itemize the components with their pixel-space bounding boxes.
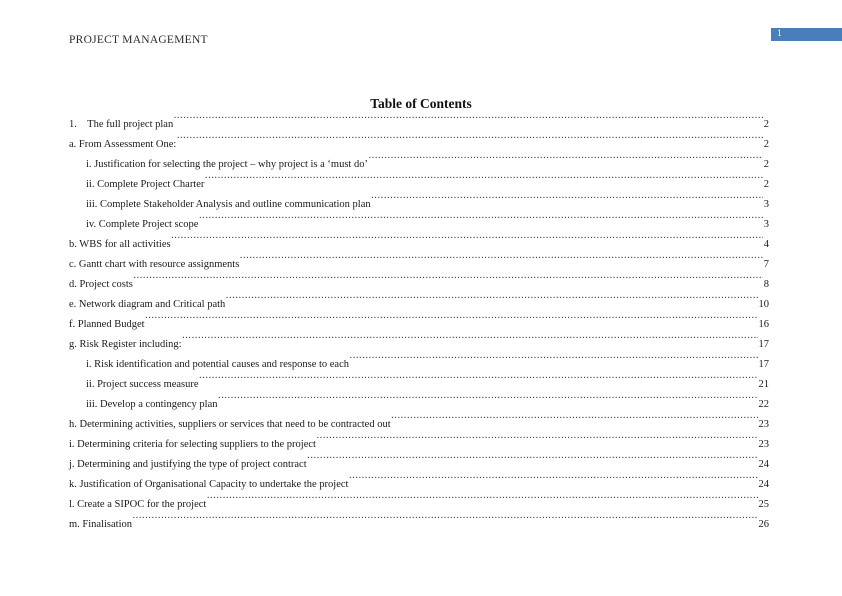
header-title: PROJECT MANAGEMENT [69, 34, 208, 46]
toc-entry-page-number: 24 [758, 459, 769, 470]
toc-entry-page-number: 3 [763, 219, 769, 230]
toc-leader-dots [145, 315, 758, 327]
toc-entry[interactable] [69, 435, 769, 455]
toc-entry-label: ii. Project success measure [86, 379, 199, 390]
toc-entry-label: i. Risk identification and potential causes and response to each [86, 359, 350, 370]
toc-entry-label: g. Risk Register including: [69, 339, 182, 350]
toc-entry-page-number: 17 [758, 339, 769, 350]
toc-entry-page-number: 3 [763, 199, 769, 210]
toc-leader-dots [240, 255, 763, 267]
toc-entry[interactable] [69, 115, 769, 135]
toc-entry-label: i. Determining criteria for selecting suppliers to the project [69, 439, 316, 450]
toc-leader-dots [133, 515, 759, 527]
toc-entry-page-number: 21 [758, 379, 769, 390]
toc-entry[interactable] [69, 475, 769, 495]
toc-entry-label: iv. Complete Project scope [86, 219, 199, 230]
toc-entry[interactable] [69, 315, 769, 335]
page-number-badge [771, 28, 842, 41]
toc-entry-page-number: 23 [758, 439, 769, 450]
toc-entry-label: l. Create a SIPOC for the project [69, 499, 207, 510]
toc-entry-label: 1. The full project plan [69, 119, 174, 130]
toc-leader-dots [371, 195, 763, 207]
toc-entry[interactable] [69, 215, 769, 235]
toc-entry[interactable] [69, 195, 769, 215]
toc-entry-page-number: 2 [763, 159, 769, 170]
toc-entry[interactable] [69, 515, 769, 535]
toc-entry-page-number: 22 [758, 399, 769, 410]
toc-entry-label: i. Justification for selecting the project – why project is a ‘must do’ [86, 159, 368, 170]
toc-entry-label: d. Project costs [69, 279, 133, 290]
toc-entry-page-number: 8 [763, 279, 769, 290]
toc-entry-page-number: 2 [763, 119, 769, 130]
toc-entry-label: e. Network diagram and Critical path [69, 299, 226, 310]
toc-leader-dots [207, 495, 758, 507]
toc-entry[interactable] [69, 135, 769, 155]
toc-entry[interactable] [69, 495, 769, 515]
toc-entry-label: b. WBS for all activities [69, 239, 171, 250]
toc-entry-label: h. Determining activities, suppliers or services that need to be contracted out [69, 419, 391, 430]
toc-entry-page-number: 23 [758, 419, 769, 430]
toc-entry[interactable] [69, 455, 769, 475]
toc-entry-label: j. Determining and justifying the type of project contract [69, 459, 307, 470]
toc-entry-page-number: 16 [758, 319, 769, 330]
table-of-contents [69, 115, 769, 535]
toc-leader-dots [391, 415, 758, 427]
toc-entry[interactable] [69, 295, 769, 315]
toc-entry[interactable] [69, 175, 769, 195]
toc-entry-page-number: 10 [758, 299, 769, 310]
toc-leader-dots [218, 395, 758, 407]
toc-leader-dots [171, 235, 763, 247]
toc-entry-page-number: 17 [758, 359, 769, 370]
toc-leader-dots [199, 215, 763, 227]
toc-entry-label: c. Gantt chart with resource assignments [69, 259, 240, 270]
toc-leader-dots [177, 135, 763, 147]
running-header [69, 33, 842, 53]
toc-entry-page-number: 24 [758, 479, 769, 490]
toc-entry-label: m. Finalisation [69, 519, 132, 530]
toc-leader-dots [133, 275, 763, 287]
toc-leader-dots [182, 335, 758, 347]
toc-entry-page-number: 7 [763, 259, 769, 270]
toc-leader-dots [349, 475, 758, 487]
toc-leader-dots [368, 155, 763, 167]
toc-leader-dots [316, 435, 758, 447]
toc-entry-label: ii. Complete Project Charter [86, 179, 205, 190]
toc-entry-label: k. Justification of Organisational Capacity to undertake the project [69, 479, 349, 490]
toc-entry[interactable] [69, 395, 769, 415]
toc-entry[interactable] [69, 275, 769, 295]
toc-entry-page-number: 25 [758, 499, 769, 510]
toc-entry[interactable] [69, 255, 769, 275]
toc-leader-dots [199, 375, 758, 387]
toc-leader-dots [307, 455, 758, 467]
toc-leader-dots [205, 175, 763, 187]
toc-entry-page-number: 2 [763, 139, 769, 150]
toc-entry-label: iii. Develop a contingency plan [86, 399, 218, 410]
toc-entry-page-number: 2 [763, 179, 769, 190]
toc-entry[interactable] [69, 355, 769, 375]
toc-entry-page-number: 26 [758, 519, 769, 530]
toc-entry-label: iii. Complete Stakeholder Analysis and outline communication plan [86, 199, 371, 210]
toc-entry-label: f. Planned Budget [69, 319, 145, 330]
toc-leader-dots [226, 295, 758, 307]
toc-entry[interactable] [69, 375, 769, 395]
toc-entry-page-number: 4 [763, 239, 769, 250]
toc-entry-label: a. From Assessment One: [69, 139, 177, 150]
page-title: Table of Contents [370, 96, 472, 111]
page-number-value: 1 [777, 29, 782, 39]
toc-entry[interactable] [69, 415, 769, 435]
toc-leader-dots [174, 115, 764, 127]
toc-entry[interactable] [69, 155, 769, 175]
toc-entry[interactable] [69, 235, 769, 255]
toc-leader-dots [350, 355, 758, 367]
toc-entry[interactable] [69, 335, 769, 355]
